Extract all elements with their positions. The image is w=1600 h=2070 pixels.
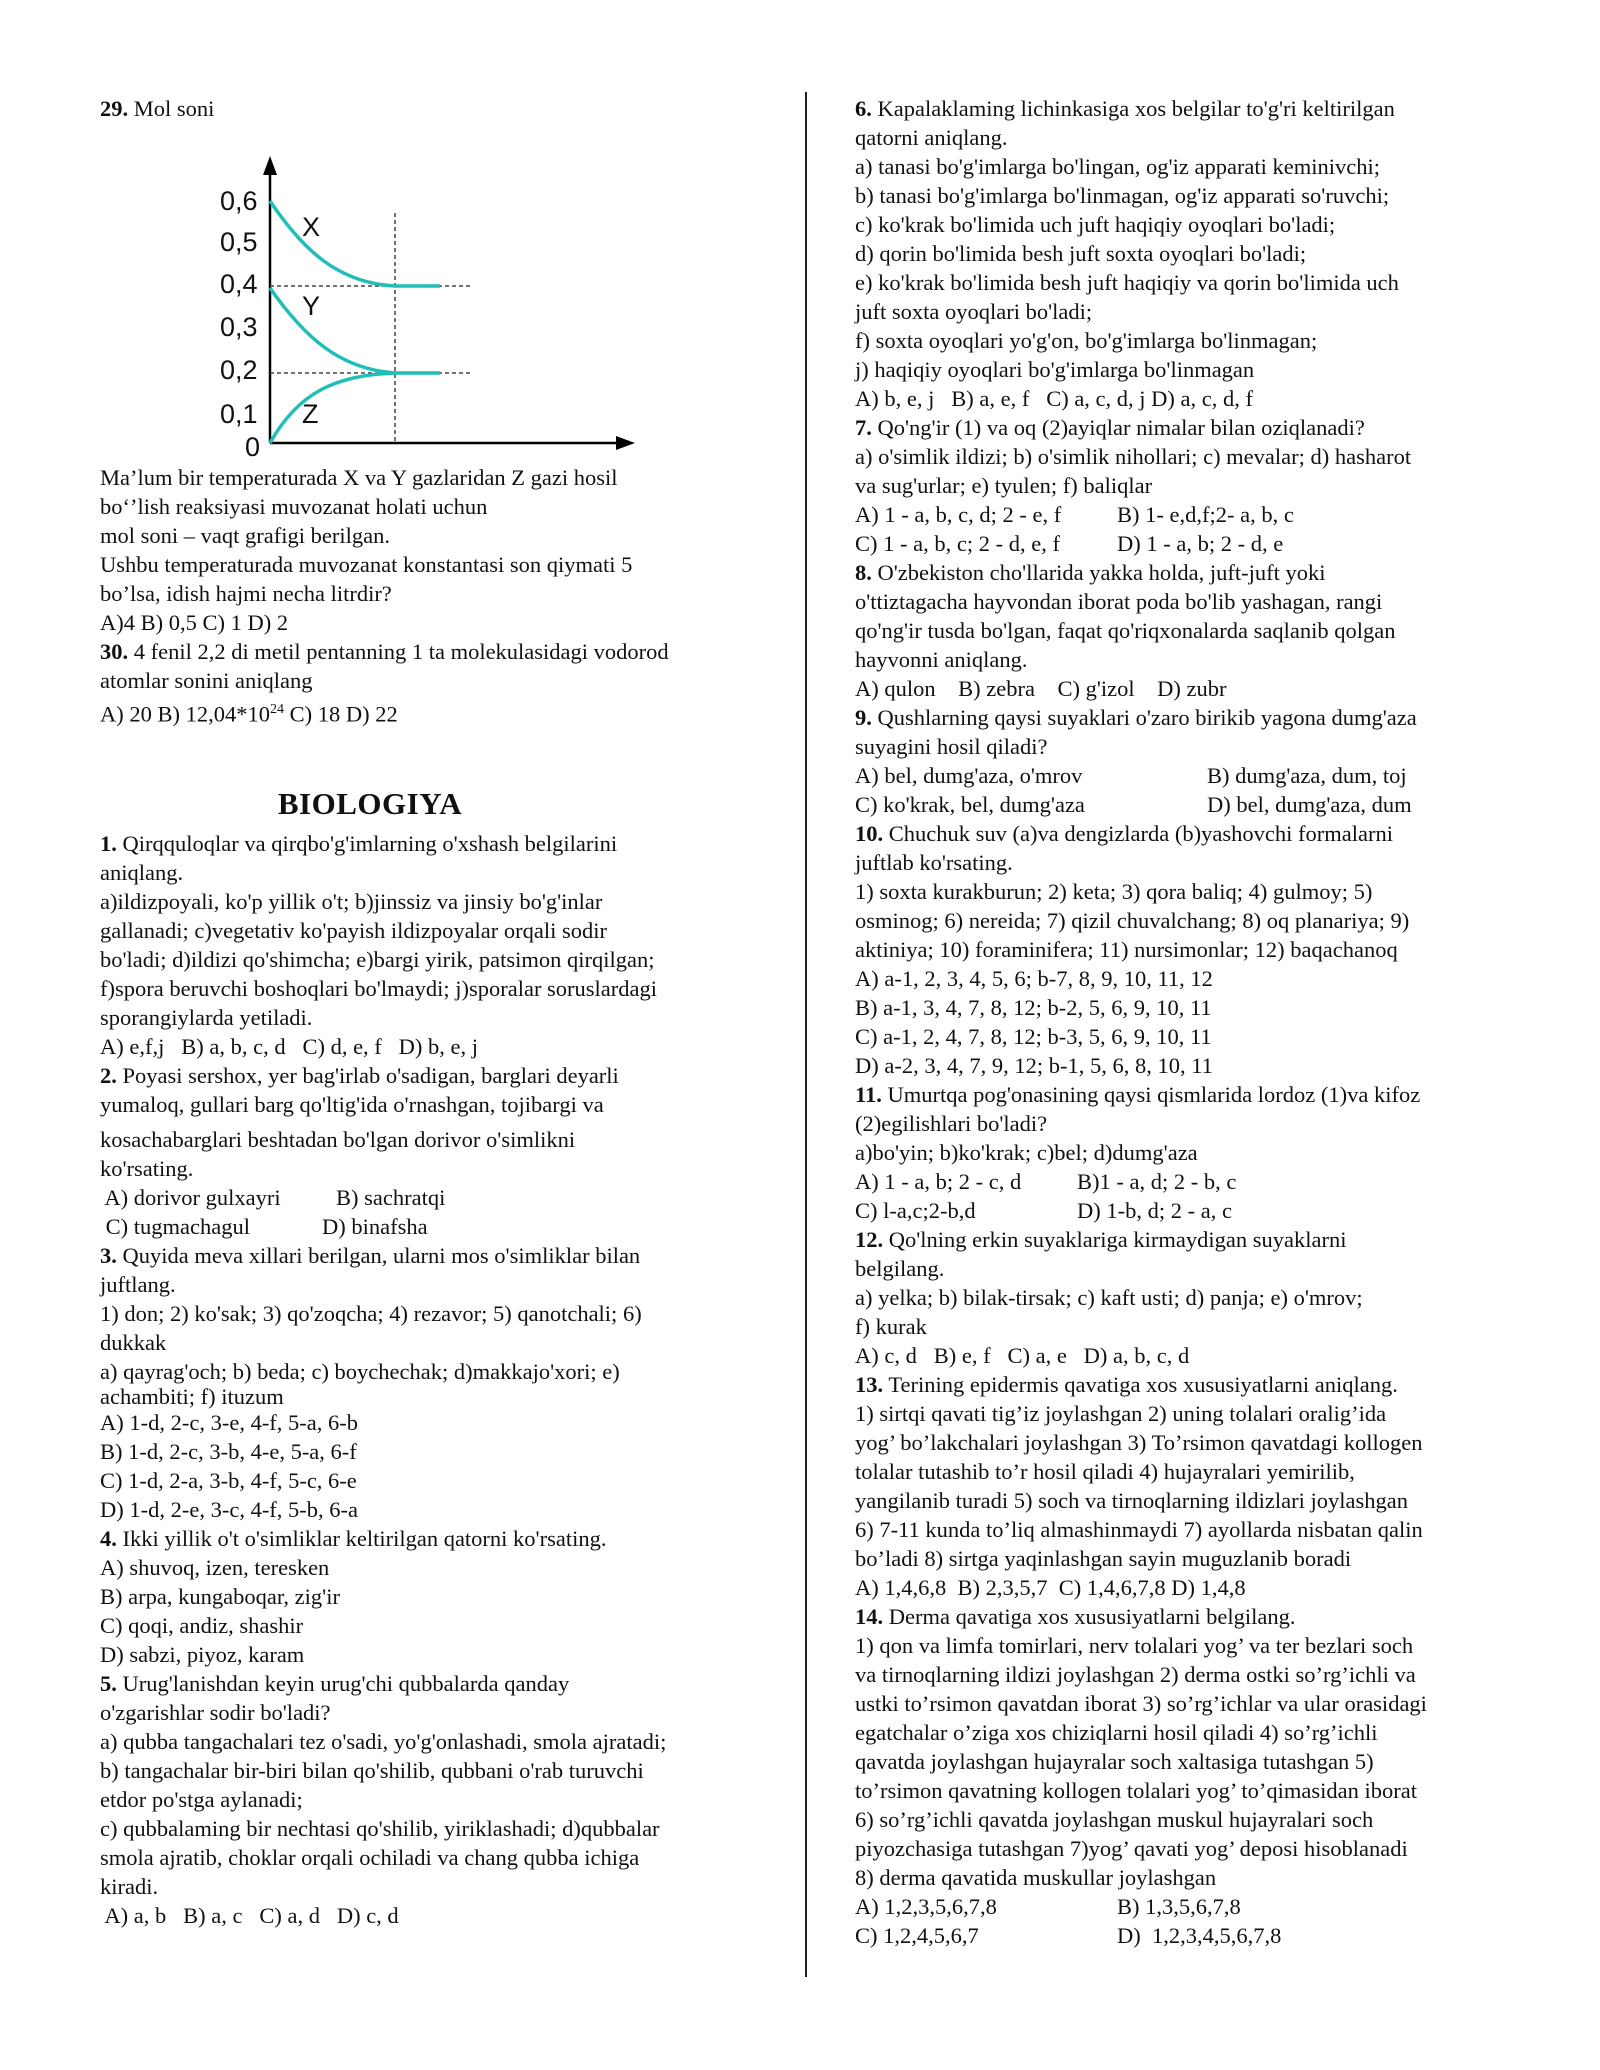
question-text: juft soxta oyoqlari bo'ladi;: [855, 299, 1093, 324]
question-text: yangilanib turadi 5) soch va tirnoqlarning ildizlari joylashgan: [855, 1488, 1408, 1513]
question-text: egatchalar o’ziga xos chiziqlarni hosil qiladi 4) so’rg’ichli: [855, 1720, 1378, 1745]
answer-option: C) 1-d, 2-a, 3-b, 4-f, 5-c, 6-e: [100, 1467, 357, 1493]
curve-label-x: X: [302, 212, 321, 242]
question-text: aktiniya; 10) foraminifera; 11) nursimonlar; 12) baqachanoq: [855, 937, 1398, 962]
question-text: 1) sirtqi qavati tig’iz joylashgan 2) uning tolalari oralig’ida: [855, 1401, 1387, 1426]
ytick-label: 0,1: [220, 399, 258, 429]
option: A) bel, dumg'aza, o'mrov: [855, 763, 1083, 788]
graph-svg: [100, 123, 660, 463]
question-text: atomlar sonini aniqlang: [100, 668, 313, 693]
option: D) 1,2,3,4,5,6,7,8: [1117, 1923, 1282, 1948]
answer-options: A) e,f,j B) a, b, c, d C) d, e, f D) b, e, j: [100, 1033, 479, 1059]
question-text: Kapalaklaming lichinkasiga xos belgilar to'g'ri keltirilgan: [871, 96, 1395, 121]
question-text: a)bo'yin; b)ko'krak; c)bel; d)dumg'aza: [855, 1140, 1198, 1165]
question-text: qatorni aniqlang.: [855, 125, 1008, 150]
question-text: 8) derma qavatida muskullar joylashgan: [855, 1865, 1217, 1890]
option: D) 1 - a, b; 2 - d, e: [1117, 531, 1284, 556]
option: C) 1,2,4,5,6,7: [855, 1923, 979, 1948]
curve-z: [270, 373, 395, 443]
question-text: va sug'urlar; e) tyulen; f) baliqlar: [855, 473, 1153, 498]
question-1: [100, 829, 790, 1061]
question-text: e) ko'krak bo'limida besh juft haqiqiy va qorin bo'limida uch: [855, 270, 1399, 295]
question-number: 10.: [855, 821, 884, 846]
question-text: osminog; 6) nereida; 7) qizil chuvalchang; 8) oq planariya; 9): [855, 908, 1410, 933]
question-number: 14.: [855, 1604, 884, 1629]
question-text: Qirqquloqlar va qirqbo'g'imlarning o'xshash belgilarini: [116, 830, 618, 856]
ytick-label: 0,2: [220, 355, 258, 385]
question-text: kosachabarglari beshtadan bo'lgan dorivor o'simlikni: [100, 1126, 576, 1152]
question-text: Ikki yillik o't o'simliklar keltirilgan qatorni ko'rsating.: [116, 1525, 607, 1551]
ytick-label: 0,4: [220, 269, 258, 299]
ytick-label: 0: [245, 432, 261, 462]
option: B) 1,3,5,6,7,8: [1117, 1894, 1241, 1919]
answer-options: A) c, d B) e, f C) a, e D) a, b, c, d: [855, 1343, 1190, 1368]
question-text: 4 fenil 2,2 di metil pentanning 1 ta molekulasidagi vodorod: [133, 639, 669, 664]
question-text: qavatda joylashgan hujayralar soch xaltasiga tutashgan 5): [855, 1749, 1374, 1774]
options-part: C) 18 D) 22: [284, 701, 398, 727]
question-text: belgilang.: [855, 1256, 945, 1281]
question-text: gallanadi; c)vegetativ ko'payish ildizpoyalar orqali sodir: [100, 917, 608, 943]
answer-option: C) a-1, 2, 4, 7, 8, 12; b-3, 5, 6, 9, 10, 11: [855, 1024, 1212, 1049]
question-text: c) ko'krak bo'limida uch juft haqiqiy oyoqlari bo'ladi;: [855, 212, 1336, 237]
question-number: 3.: [100, 1242, 117, 1268]
option: C) tugmachagul: [100, 1213, 250, 1239]
question-text: a) qubba tangachalari tez o'sadi, yo'g'onlashadi, smola ajratadi;: [100, 1728, 667, 1754]
option: C) l-a,c;2-b,d: [855, 1198, 976, 1223]
x-axis-arrow: [616, 436, 635, 450]
question-text: 6) 7-11 kunda to’liq almashinmaydi 7) ayollarda nisbatan qalin: [855, 1517, 1423, 1542]
question-text: achambiti; f) ituzum: [100, 1383, 284, 1409]
question-6: [855, 94, 1505, 413]
question-text: Qo'lning erkin suyaklariga kirmaydigan suyaklarni: [883, 1227, 1347, 1252]
answer-options: [100, 695, 790, 729]
question-text: a) tanasi bo'g'imlarga bo'lingan, og'iz apparati keminivchi;: [855, 154, 1381, 179]
question-text: yumaloq, gullari barg qo'ltig'ida o'rnashgan, tojibargi va: [100, 1091, 604, 1117]
question-text: etdor po'stga aylanadi;: [100, 1786, 303, 1812]
answer-option: D) a-2, 3, 4, 7, 9, 12; b-1, 5, 6, 8, 10, 11: [855, 1053, 1213, 1078]
question-text: Ma’lum bir temperaturada X va Y gazlaridan Z gazi hosil: [100, 465, 618, 490]
ytick-label: 0,5: [220, 227, 258, 257]
question-text: juftlab ko'rsating.: [855, 850, 1013, 875]
question-text: ustki to’rsimon qavatdan iborat 3) so’rg’ichlar va ular orasidagi: [855, 1691, 1427, 1716]
question-29: [100, 94, 790, 637]
question-text: bo‘’lish reaksiyasi muvozanat holati uchun: [100, 494, 488, 519]
question-text: to’rsimon qavatning kollogen tolalari yog’ to’qimasidan iborat: [855, 1778, 1417, 1803]
ytick-label: 0,6: [220, 186, 258, 216]
question-text: qo'ng'ir tusda bo'lgan, faqat qo'riqxonalarda saqlanib qolgan: [855, 618, 1396, 643]
option: A) dorivor gulxayri: [100, 1184, 281, 1210]
question-30: [100, 637, 790, 729]
answer-options: [855, 761, 1505, 790]
option: B) dumg'aza, dum, toj: [1207, 763, 1407, 788]
question-number: 11.: [855, 1082, 882, 1107]
question-text: c) qubbalaming bir nechtasi qo'shilib, yiriklashadi; d)qubbalar: [100, 1815, 660, 1841]
question-3: [100, 1241, 790, 1524]
question-text: dukkak: [100, 1329, 167, 1355]
question-text: Qushlarning qaysi suyaklari o'zaro birikib yagona dumg'aza: [871, 705, 1417, 730]
answer-options: [855, 1167, 1505, 1196]
answer-option: A) shuvoq, izen, teresken: [100, 1554, 330, 1580]
question-8: [855, 558, 1505, 703]
question-text: kiradi.: [100, 1873, 159, 1899]
option: C) 1 - a, b, c; 2 - d, e, f: [855, 531, 1060, 556]
question-text: Chuchuk suv (a)va dengizlarda (b)yashovchi formalarni: [883, 821, 1393, 846]
question-text: b) tangachalar bir-biri bilan qo'shilib, qubbani o'rab turuvchi: [100, 1757, 644, 1783]
answer-options: [855, 529, 1505, 558]
question-4: [100, 1524, 790, 1669]
right-column: [855, 94, 1505, 1950]
question-text: a)ildizpoyali, ko'p yillik o't; b)jinssiz va jinsiy bo'g'inlar: [100, 888, 603, 914]
option: D) binafsha: [322, 1213, 428, 1239]
question-text: f)spora beruvchi boshoqlari bo'lmaydi; j)sporalar soruslardagi: [100, 975, 658, 1001]
answer-option: D) 1-d, 2-e, 3-c, 4-f, 5-b, 6-a: [100, 1496, 359, 1522]
question-number: 29.: [100, 96, 129, 121]
option: B) 1- e,d,f;2- a, b, c: [1117, 502, 1294, 527]
option: B)1 - a, d; 2 - b, c: [1077, 1169, 1237, 1194]
answer-option: C) qoqi, andiz, shashir: [100, 1612, 304, 1638]
question-text: (2)egilishlari bo'ladi?: [855, 1111, 1048, 1136]
question-11: [855, 1080, 1505, 1225]
question-text: O'zbekiston cho'llarida yakka holda, juft-juft yoki: [871, 560, 1326, 585]
answer-option: A) a-1, 2, 3, 4, 5, 6; b-7, 8, 9, 10, 11, 12: [855, 966, 1213, 991]
question-text: Umurtqa pog'onasining qaysi qismlarida lordoz (1)va kifoz: [881, 1082, 1421, 1107]
question-text: suyagini hosil qiladi?: [855, 734, 1048, 759]
question-9: [855, 703, 1505, 819]
question-number: 5.: [100, 1670, 117, 1696]
question-text: Urug'lanishdan keyin urug'chi qubbalarda qanday: [116, 1670, 570, 1696]
answer-options: [100, 1183, 790, 1212]
question-14: [855, 1602, 1505, 1950]
question-number: 12.: [855, 1227, 884, 1252]
question-text: o'zgarishlar sodir bo'ladi?: [100, 1699, 331, 1725]
question-title: Mol soni: [133, 96, 215, 121]
left-column: [100, 94, 790, 1930]
option: A) 1,2,3,5,6,7,8: [855, 1894, 997, 1919]
question-7: [855, 413, 1505, 558]
question-number: 30.: [100, 639, 129, 664]
question-text: 1) qon va limfa tomirlari, nerv tolalari yog’ va ter bezlari soch: [855, 1633, 1414, 1658]
question-text: Poyasi sershox, yer bag'irlab o'sadigan, barglari deyarli: [116, 1062, 619, 1088]
answer-options: A)4 B) 0,5 C) 1 D) 2: [100, 610, 289, 635]
section-heading-biology: BIOLOGIYA: [277, 785, 463, 821]
question-number: 2.: [100, 1062, 117, 1088]
question-text: va tirnoqlarning ildizi joylashgan 2) derma ostki so’rg’ichli va: [855, 1662, 1416, 1687]
question-text: Ushbu temperaturada muvozanat konstantasi son qiymati 5: [100, 552, 633, 577]
question-number: 13.: [855, 1372, 884, 1397]
question-text: Qo'ng'ir (1) va oq (2)ayiqlar nimalar bilan oziqlanadi?: [871, 415, 1365, 440]
option: B) sachratqi: [336, 1184, 446, 1210]
question-number: 8.: [855, 560, 872, 585]
answer-options: [855, 500, 1505, 529]
question-text: a) o'simlik ildizi; b) o'simlik nihollari; c) mevalar; d) hasharot: [855, 444, 1412, 469]
question-text: d) qorin bo'limida besh juft soxta oyoqlari bo'ladi;: [855, 241, 1307, 266]
curve-y: [270, 288, 440, 373]
question-text: bo’ladi 8) sirtga yaqinlashgan sayin muguzlanib boradi: [855, 1546, 1352, 1571]
question-text: ko'rsating.: [100, 1155, 194, 1181]
question-5: [100, 1669, 790, 1930]
question-text: bo'ladi; d)ildizi qo'shimcha; e)bargi yirik, patsimon qirqilgan;: [100, 946, 655, 972]
answer-options: [100, 1212, 790, 1241]
question-number: 6.: [855, 96, 872, 121]
question-text: j) haqiqiy oyoqlari bo'g'imlarga bo'linmagan: [855, 357, 1255, 382]
question-text: Derma qavatiga xos xususiyatlarni belgilang.: [883, 1604, 1296, 1629]
answer-option: A) 1-d, 2-c, 3-e, 4-f, 5-a, 6-b: [100, 1409, 359, 1435]
curve-label-y: Y: [302, 291, 321, 321]
question-text: yog’ bo’lakchalari joylashgan 3) To’rsimon qavatdagi kollogen: [855, 1430, 1423, 1455]
answer-option: B) 1-d, 2-c, 3-b, 4-e, 5-a, 6-f: [100, 1438, 357, 1464]
question-text: f) soxta oyoqlari yo'g'on, bo'g'imlarga bo'linmagan;: [855, 328, 1318, 353]
question-text: o'ttiztagacha hayvondan iborat poda bo'lib yashagan, rangi: [855, 589, 1383, 614]
answer-options: [855, 790, 1505, 819]
answer-options: [855, 1196, 1505, 1225]
question-text: 1) don; 2) ko'sak; 3) qo'zoqcha; 4) rezavor; 5) qanotchali; 6): [100, 1300, 642, 1326]
question-number: 4.: [100, 1525, 117, 1551]
question-text: 1) soxta kurakburun; 2) keta; 3) qora baliq; 4) gulmoy; 5): [855, 879, 1373, 904]
question-number: 1.: [100, 830, 117, 856]
answer-option: B) arpa, kungaboqar, zig'ir: [100, 1583, 340, 1609]
question-2: [100, 1061, 790, 1241]
options-part: A) 20 B) 12,04*10: [100, 701, 270, 727]
question-text: tolalar tutashib to’r hosil qiladi 4) hujayralari yemirilib,: [855, 1459, 1355, 1484]
option: A) 1 - a, b, c, d; 2 - e, f: [855, 502, 1062, 527]
answer-option: B) a-1, 3, 4, 7, 8, 12; b-2, 5, 6, 9, 10, 11: [855, 995, 1212, 1020]
question-10: [855, 819, 1505, 1080]
option: D) 1-b, d; 2 - a, c: [1077, 1198, 1232, 1223]
question-text: Quyida meva xillari berilgan, ularni mos o'simliklar bilan: [116, 1242, 641, 1268]
curve-label-z: Z: [302, 399, 319, 429]
y-axis-arrow: [263, 156, 277, 175]
question-13: [855, 1370, 1505, 1602]
question-12: [855, 1225, 1505, 1370]
question-text: aniqlang.: [100, 859, 184, 885]
column-divider: [805, 92, 807, 1977]
question-text: smola ajratib, choklar orqali ochiladi va chang qubba ichiga: [100, 1844, 640, 1870]
question-text: hayvonni aniqlang.: [855, 647, 1028, 672]
answer-options: [855, 1892, 1505, 1921]
answer-option: D) sabzi, piyoz, karam: [100, 1641, 305, 1667]
question-text: 6) so’rg’ichli qavatda joylashgan muskul hujayralari soch: [855, 1807, 1374, 1832]
ytick-label: 0,3: [220, 312, 258, 342]
question-text: piyozchasiga tutashgan 7)yog’ qavati yog’ deposi hisoblanadi: [855, 1836, 1408, 1861]
question-text: a) qayrag'och; b) beda; c) boychechak; d)makkajo'xori; e): [100, 1358, 620, 1384]
question-text: f) kurak: [855, 1314, 927, 1339]
answer-options: A) a, b B) a, c C) a, d D) c, d: [100, 1902, 399, 1928]
question-text: mol soni – vaqt grafigi berilgan.: [100, 523, 390, 548]
answer-options: A) b, e, j B) a, e, f C) a, c, d, j D) a, c, d, f: [855, 386, 1254, 411]
answer-options: A) qulon B) zebra C) g'izol D) zubr: [855, 676, 1227, 701]
option: D) bel, dumg'aza, dum: [1207, 792, 1412, 817]
answer-options: [855, 1921, 1505, 1950]
option: C) ko'krak, bel, dumg'aza: [855, 792, 1085, 817]
question-text: juftlang.: [100, 1271, 176, 1297]
question-number: 9.: [855, 705, 872, 730]
curve-x: [270, 201, 440, 286]
question-text: Terining epidermis qavatiga xos xususiyatlarni aniqlang.: [883, 1372, 1398, 1397]
question-text: a) yelka; b) bilak-tirsak; c) kaft usti; d) panja; e) o'mrov;: [855, 1285, 1363, 1310]
answer-options: A) 1,4,6,8 B) 2,3,5,7 C) 1,4,6,7,8 D) 1,4,8: [855, 1575, 1246, 1600]
exponent: 24: [270, 702, 284, 717]
question-text: bo’lsa, idish hajmi necha litrdir?: [100, 581, 392, 606]
question-text: b) tanasi bo'g'imlarga bo'linmagan, og'iz apparati so'ruvchi;: [855, 183, 1390, 208]
question-text: sporangiylarda yetiladi.: [100, 1004, 313, 1030]
option: A) 1 - a, b; 2 - c, d: [855, 1169, 1022, 1194]
question-number: 7.: [855, 415, 872, 440]
mole-time-graph: [100, 123, 570, 463]
